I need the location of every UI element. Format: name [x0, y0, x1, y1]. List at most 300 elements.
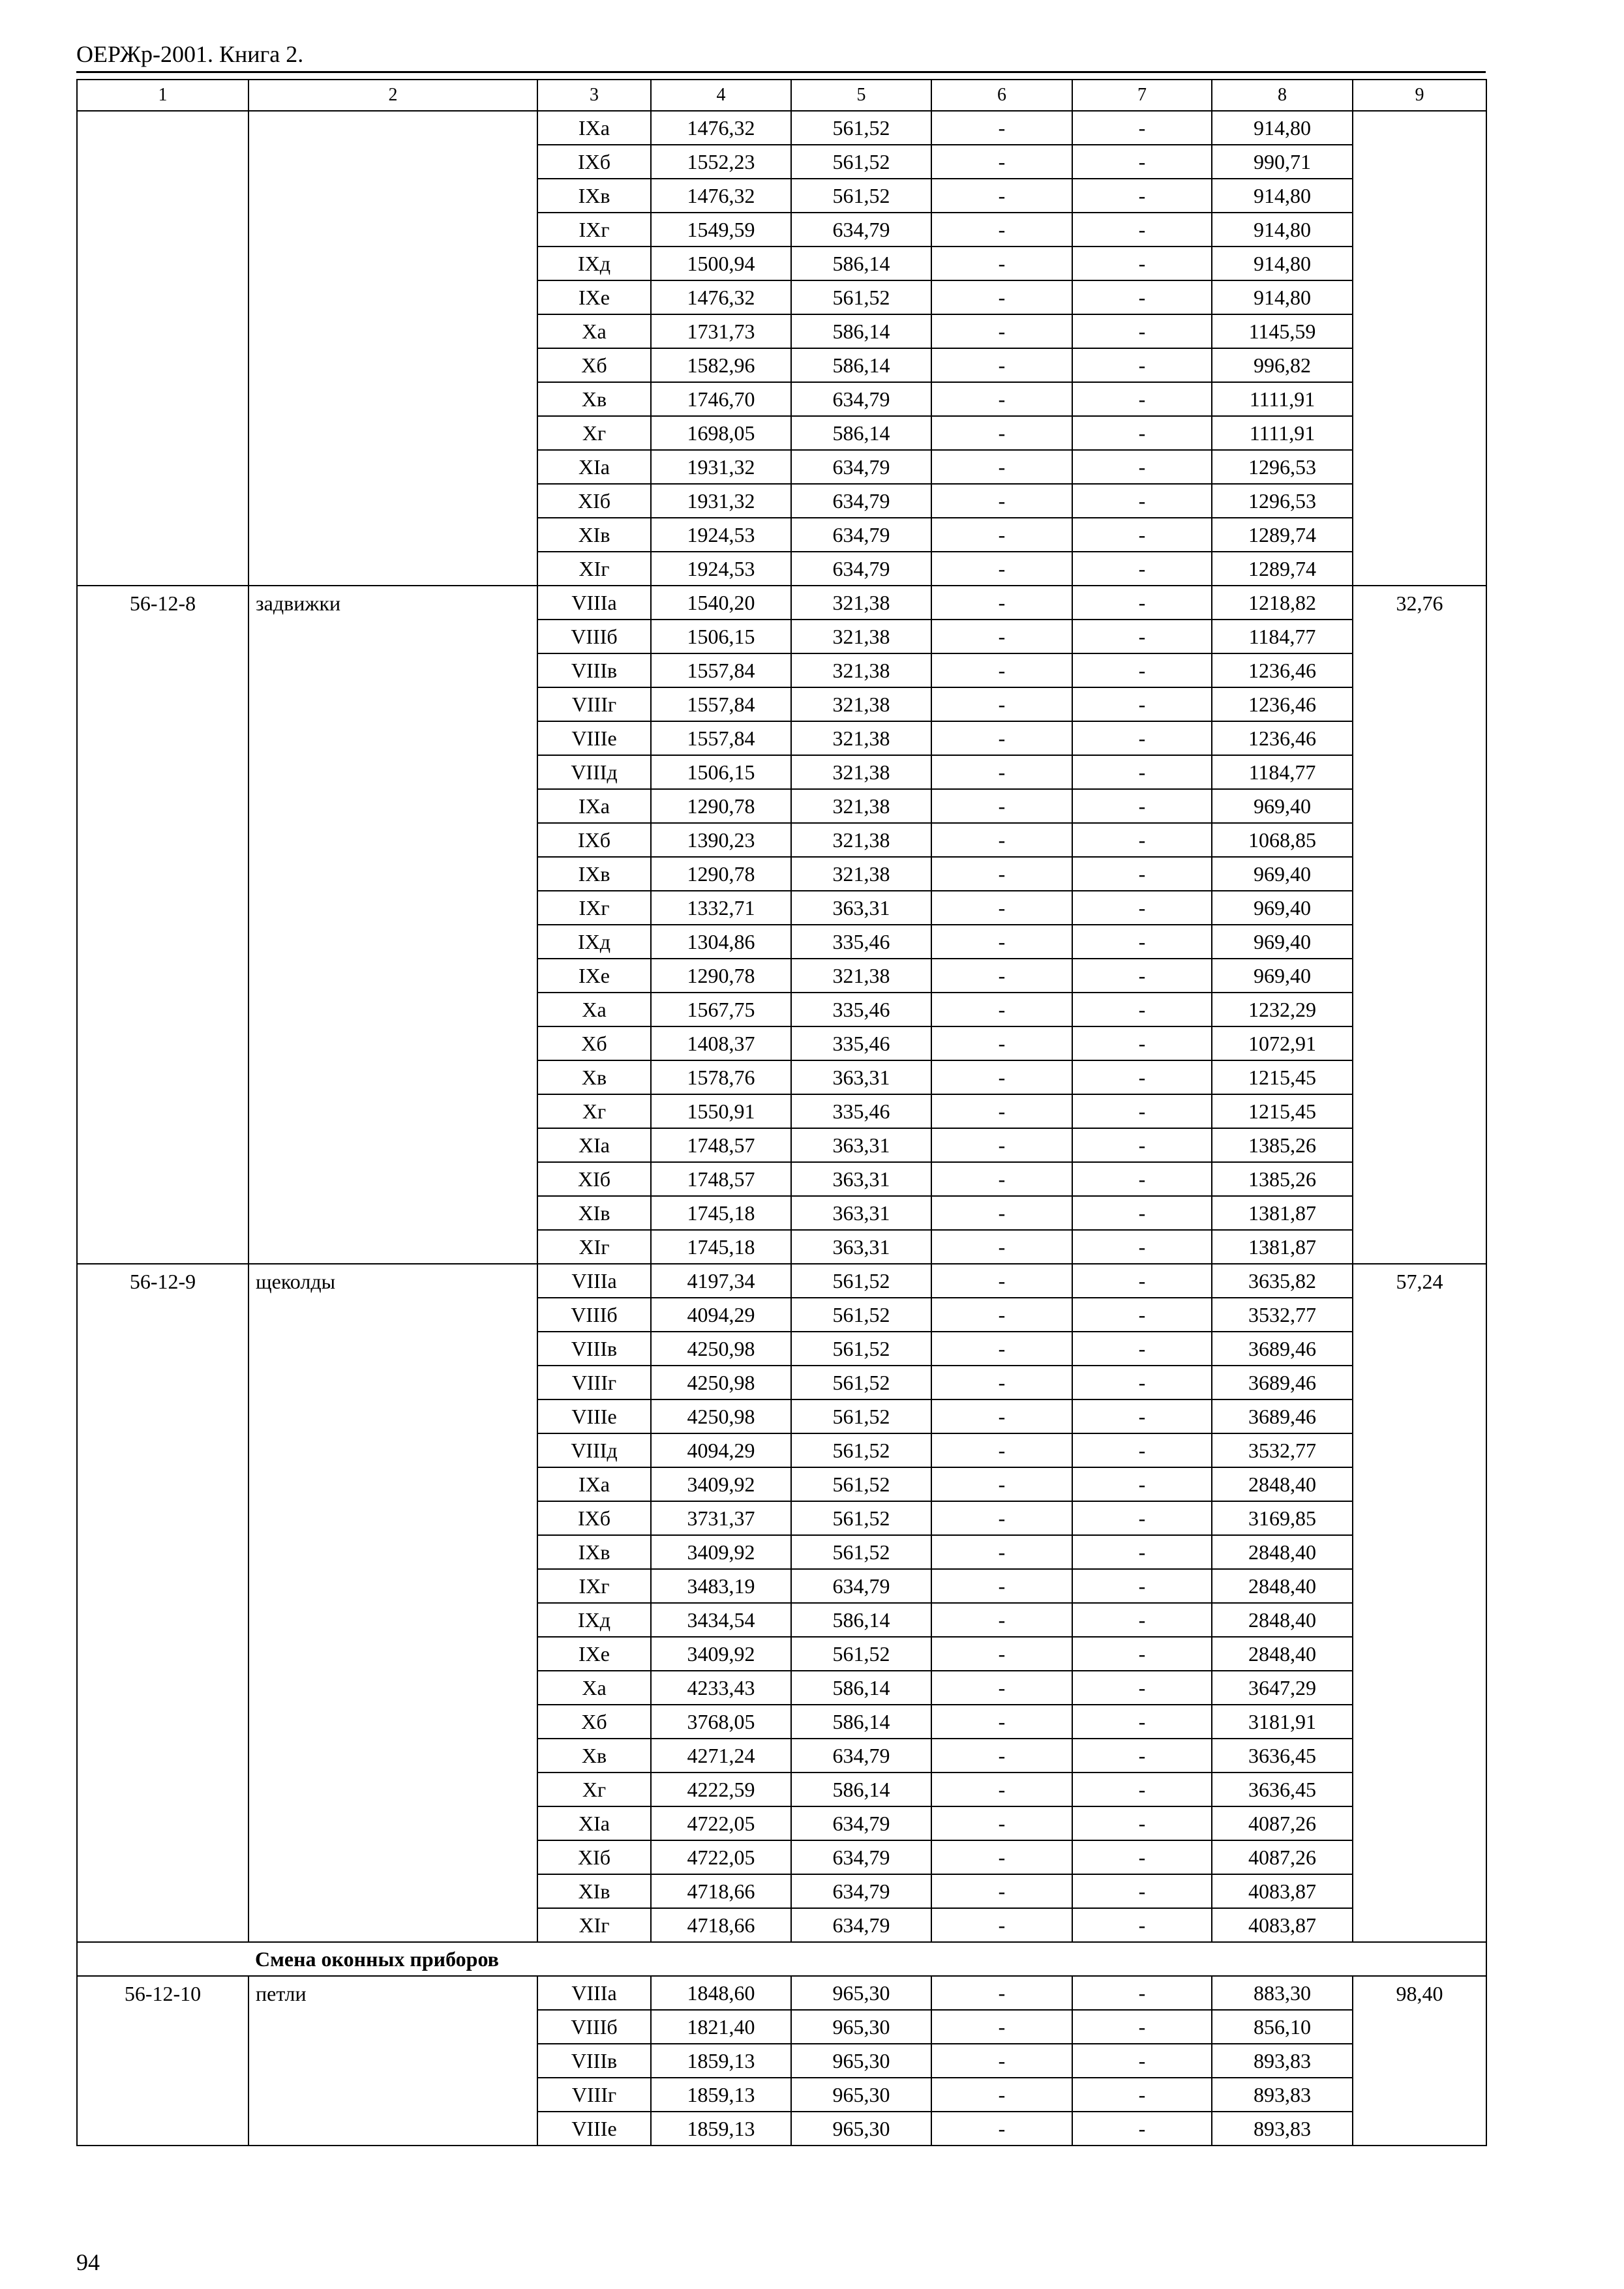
- materials-cost-cell: 1111,91: [1212, 416, 1353, 450]
- zone-cell: IXе: [537, 959, 651, 993]
- driver-cost-cell: -: [1072, 2078, 1212, 2112]
- labor-cost-cell: 363,31: [791, 891, 931, 925]
- materials-cost-cell: 1296,53: [1212, 450, 1353, 484]
- labor-cost-cell: 586,14: [791, 416, 931, 450]
- materials-cost-cell: 1236,46: [1212, 721, 1353, 755]
- labor-cost-cell: 363,31: [791, 1196, 931, 1230]
- driver-cost-cell: -: [1072, 1535, 1212, 1569]
- zone-cell: Xа: [537, 1671, 651, 1705]
- driver-cost-cell: -: [1072, 348, 1212, 382]
- labor-cost-cell: 321,38: [791, 687, 931, 721]
- column-header: 9: [1353, 80, 1486, 111]
- labor-cost-cell: 561,52: [791, 1467, 931, 1501]
- driver-cost-cell: -: [1072, 416, 1212, 450]
- driver-cost-cell: -: [1072, 382, 1212, 416]
- labor-cost-cell: 335,46: [791, 1094, 931, 1128]
- total-cost-cell: 4094,29: [651, 1298, 791, 1332]
- driver-cost-cell: -: [1072, 2112, 1212, 2146]
- total-cost-cell: 4094,29: [651, 1433, 791, 1467]
- driver-cost-cell: -: [1072, 280, 1212, 314]
- zone-cell: Xв: [537, 1060, 651, 1094]
- materials-cost-cell: 1236,46: [1212, 687, 1353, 721]
- driver-cost-cell: -: [1072, 552, 1212, 586]
- machine-cost-cell: -: [931, 2112, 1072, 2146]
- total-cost-cell: 4718,66: [651, 1908, 791, 1942]
- zone-cell: XIа: [537, 1806, 651, 1840]
- driver-cost-cell: -: [1072, 925, 1212, 959]
- labor-cost-cell: 965,30: [791, 2044, 931, 2078]
- item-code: 56-12-10: [77, 1976, 248, 2146]
- labor-cost-cell: 586,14: [791, 1705, 931, 1739]
- driver-cost-cell: -: [1072, 586, 1212, 620]
- machine-cost-cell: -: [931, 993, 1072, 1026]
- zone-cell: IXе: [537, 1637, 651, 1671]
- labor-cost-cell: 586,14: [791, 314, 931, 348]
- materials-cost-cell: 2848,40: [1212, 1535, 1353, 1569]
- labor-cost-cell: 363,31: [791, 1128, 931, 1162]
- materials-cost-cell: 1215,45: [1212, 1094, 1353, 1128]
- materials-cost-cell: 1296,53: [1212, 484, 1353, 518]
- total-cost-cell: 1476,32: [651, 280, 791, 314]
- zone-cell: VIIIа: [537, 586, 651, 620]
- labor-cost-cell: 561,52: [791, 1332, 931, 1366]
- driver-cost-cell: -: [1072, 620, 1212, 653]
- machine-cost-cell: -: [931, 1026, 1072, 1060]
- zone-cell: Xб: [537, 1026, 651, 1060]
- labor-cost-cell: 321,38: [791, 721, 931, 755]
- machine-cost-cell: -: [931, 1637, 1072, 1671]
- machine-cost-cell: -: [931, 1908, 1072, 1942]
- total-cost-cell: 1557,84: [651, 653, 791, 687]
- labor-cost-cell: 321,38: [791, 620, 931, 653]
- total-cost-cell: 1924,53: [651, 552, 791, 586]
- column-header: 8: [1212, 80, 1353, 111]
- machine-cost-cell: -: [931, 2078, 1072, 2112]
- zone-cell: IXб: [537, 1501, 651, 1535]
- labor-cost-cell: 561,52: [791, 1501, 931, 1535]
- labor-cost-cell: 586,14: [791, 348, 931, 382]
- machine-cost-cell: -: [931, 1501, 1072, 1535]
- materials-cost-cell: 3532,77: [1212, 1433, 1353, 1467]
- total-cost-cell: 1506,15: [651, 620, 791, 653]
- materials-cost-cell: 1385,26: [1212, 1162, 1353, 1196]
- column-header: 1: [77, 80, 248, 111]
- machine-cost-cell: -: [931, 857, 1072, 891]
- materials-cost-cell: 1289,74: [1212, 552, 1353, 586]
- driver-cost-cell: -: [1072, 755, 1212, 789]
- total-cost-cell: 1859,13: [651, 2112, 791, 2146]
- labor-cost-cell: 586,14: [791, 1671, 931, 1705]
- labor-cost-cell: 634,79: [791, 518, 931, 552]
- machine-cost-cell: -: [931, 1569, 1072, 1603]
- labor-cost-cell: 586,14: [791, 1773, 931, 1806]
- machine-cost-cell: -: [931, 145, 1072, 179]
- driver-cost-cell: -: [1072, 1332, 1212, 1366]
- machine-cost-cell: -: [931, 1433, 1072, 1467]
- driver-cost-cell: -: [1072, 1162, 1212, 1196]
- total-cost-cell: 1290,78: [651, 789, 791, 823]
- zone-cell: VIIIв: [537, 2044, 651, 2078]
- driver-cost-cell: -: [1072, 1128, 1212, 1162]
- machine-cost-cell: -: [931, 111, 1072, 145]
- machine-cost-cell: -: [931, 653, 1072, 687]
- driver-cost-cell: -: [1072, 1739, 1212, 1773]
- zone-cell: VIIIв: [537, 653, 651, 687]
- machine-cost-cell: -: [931, 755, 1072, 789]
- labor-cost-cell: 965,30: [791, 2010, 931, 2044]
- zone-cell: IXд: [537, 925, 651, 959]
- materials-cost-cell: 3635,82: [1212, 1264, 1353, 1298]
- zone-cell: VIIIе: [537, 2112, 651, 2146]
- total-cost-cell: 4722,05: [651, 1840, 791, 1874]
- labor-cost-cell: 321,38: [791, 653, 931, 687]
- labor-cost-cell: 561,52: [791, 1637, 931, 1671]
- table-row: [77, 1976, 1486, 2010]
- total-cost-cell: 1848,60: [651, 1976, 791, 2010]
- zone-cell: XIв: [537, 518, 651, 552]
- item-name: задвижки: [248, 586, 537, 1264]
- total-cost-cell: 1304,86: [651, 925, 791, 959]
- zone-cell: Xг: [537, 1773, 651, 1806]
- machine-cost-cell: -: [931, 789, 1072, 823]
- column-number-row: [77, 80, 1486, 111]
- driver-cost-cell: -: [1072, 823, 1212, 857]
- labor-cost-cell: 561,52: [791, 1298, 931, 1332]
- total-cost-cell: 1390,23: [651, 823, 791, 857]
- total-cost-cell: 3409,92: [651, 1637, 791, 1671]
- driver-cost-cell: -: [1072, 314, 1212, 348]
- driver-cost-cell: -: [1072, 179, 1212, 213]
- machine-cost-cell: -: [931, 586, 1072, 620]
- machine-cost-cell: -: [931, 2010, 1072, 2044]
- materials-cost-cell: 990,71: [1212, 145, 1353, 179]
- materials-cost-cell: 1381,87: [1212, 1196, 1353, 1230]
- driver-cost-cell: -: [1072, 1298, 1212, 1332]
- materials-cost-cell: 969,40: [1212, 857, 1353, 891]
- zone-cell: VIIIб: [537, 1298, 651, 1332]
- machine-cost-cell: -: [931, 1467, 1072, 1501]
- labor-cost-cell: 965,30: [791, 1976, 931, 2010]
- machine-cost-cell: -: [931, 2044, 1072, 2078]
- zone-cell: IXв: [537, 1535, 651, 1569]
- total-cost-cell: 1476,32: [651, 111, 791, 145]
- machine-cost-cell: -: [931, 959, 1072, 993]
- header-rule: [76, 71, 1486, 73]
- section-row: [77, 1942, 1486, 1976]
- labor-cost-cell: 634,79: [791, 1840, 931, 1874]
- machine-cost-cell: -: [931, 620, 1072, 653]
- labor-cost-cell: 634,79: [791, 1874, 931, 1908]
- machine-cost-cell: -: [931, 552, 1072, 586]
- driver-cost-cell: -: [1072, 1671, 1212, 1705]
- driver-cost-cell: -: [1072, 1433, 1212, 1467]
- zone-cell: IXа: [537, 1467, 651, 1501]
- driver-cost-cell: -: [1072, 1366, 1212, 1399]
- total-cost-cell: 1290,78: [651, 857, 791, 891]
- total-cost-cell: 1540,20: [651, 586, 791, 620]
- machine-cost-cell: -: [931, 280, 1072, 314]
- labor-cost-cell: 634,79: [791, 450, 931, 484]
- total-cost-cell: 1821,40: [651, 2010, 791, 2044]
- labor-cost-cell: 561,52: [791, 1535, 931, 1569]
- materials-cost-cell: 1289,74: [1212, 518, 1353, 552]
- driver-cost-cell: -: [1072, 1806, 1212, 1840]
- zone-cell: XIв: [537, 1874, 651, 1908]
- machine-cost-cell: -: [931, 1264, 1072, 1298]
- materials-cost-cell: 1215,45: [1212, 1060, 1353, 1094]
- driver-cost-cell: -: [1072, 1908, 1212, 1942]
- total-cost-cell: 1500,94: [651, 247, 791, 280]
- labor-cost-cell: 634,79: [791, 1739, 931, 1773]
- labor-cost-cell: 634,79: [791, 1569, 931, 1603]
- column-header: 6: [931, 80, 1072, 111]
- total-cost-cell: 1506,15: [651, 755, 791, 789]
- materials-cost-cell: 1381,87: [1212, 1230, 1353, 1264]
- driver-cost-cell: -: [1072, 518, 1212, 552]
- labor-hours-cell: [1353, 111, 1486, 586]
- materials-cost-cell: 3647,29: [1212, 1671, 1353, 1705]
- materials-cost-cell: 1218,82: [1212, 586, 1353, 620]
- labor-cost-cell: 321,38: [791, 959, 931, 993]
- labor-cost-cell: 965,30: [791, 2078, 931, 2112]
- driver-cost-cell: -: [1072, 2044, 1212, 2078]
- materials-cost-cell: 2848,40: [1212, 1637, 1353, 1671]
- materials-cost-cell: 4083,87: [1212, 1908, 1353, 1942]
- total-cost-cell: 1931,32: [651, 450, 791, 484]
- labor-cost-cell: 634,79: [791, 1806, 931, 1840]
- labor-cost-cell: 634,79: [791, 552, 931, 586]
- machine-cost-cell: -: [931, 1196, 1072, 1230]
- total-cost-cell: 1731,73: [651, 314, 791, 348]
- machine-cost-cell: -: [931, 518, 1072, 552]
- materials-cost-cell: 893,83: [1212, 2078, 1353, 2112]
- labor-cost-cell: 321,38: [791, 857, 931, 891]
- zone-cell: Xв: [537, 382, 651, 416]
- materials-cost-cell: 914,80: [1212, 179, 1353, 213]
- machine-cost-cell: -: [931, 1060, 1072, 1094]
- zone-cell: VIIIе: [537, 721, 651, 755]
- labor-hours-cell: 32,76: [1353, 586, 1486, 1264]
- total-cost-cell: 1748,57: [651, 1128, 791, 1162]
- materials-cost-cell: 1184,77: [1212, 755, 1353, 789]
- zone-cell: Xг: [537, 1094, 651, 1128]
- labor-cost-cell: 363,31: [791, 1162, 931, 1196]
- labor-cost-cell: 561,52: [791, 1399, 931, 1433]
- document-header: ОЕРЖр-2001. Книга 2.: [76, 41, 304, 67]
- total-cost-cell: 4271,24: [651, 1739, 791, 1773]
- total-cost-cell: 4718,66: [651, 1874, 791, 1908]
- zone-cell: VIIIб: [537, 620, 651, 653]
- driver-cost-cell: -: [1072, 1840, 1212, 1874]
- zone-cell: Xг: [537, 416, 651, 450]
- driver-cost-cell: -: [1072, 1773, 1212, 1806]
- machine-cost-cell: -: [931, 1332, 1072, 1366]
- materials-cost-cell: 914,80: [1212, 280, 1353, 314]
- zone-cell: IXг: [537, 891, 651, 925]
- machine-cost-cell: -: [931, 247, 1072, 280]
- total-cost-cell: 1557,84: [651, 687, 791, 721]
- total-cost-cell: 1549,59: [651, 213, 791, 247]
- materials-cost-cell: 2848,40: [1212, 1467, 1353, 1501]
- machine-cost-cell: -: [931, 1094, 1072, 1128]
- column-header: 2: [248, 80, 537, 111]
- table-row: [77, 111, 1486, 145]
- driver-cost-cell: -: [1072, 1399, 1212, 1433]
- driver-cost-cell: -: [1072, 2010, 1212, 2044]
- materials-cost-cell: 3169,85: [1212, 1501, 1353, 1535]
- materials-cost-cell: 969,40: [1212, 925, 1353, 959]
- zone-cell: XIг: [537, 1908, 651, 1942]
- materials-cost-cell: 883,30: [1212, 1976, 1353, 2010]
- total-cost-cell: 1578,76: [651, 1060, 791, 1094]
- labor-hours-cell: 98,40: [1353, 1976, 1486, 2146]
- labor-cost-cell: 335,46: [791, 1026, 931, 1060]
- table-row: [77, 1264, 1486, 1298]
- zone-cell: IXа: [537, 111, 651, 145]
- zone-cell: IXд: [537, 1603, 651, 1637]
- total-cost-cell: 3434,54: [651, 1603, 791, 1637]
- labor-cost-cell: 321,38: [791, 586, 931, 620]
- machine-cost-cell: -: [931, 823, 1072, 857]
- total-cost-cell: 1931,32: [651, 484, 791, 518]
- labor-cost-cell: 335,46: [791, 993, 931, 1026]
- zone-cell: XIб: [537, 1162, 651, 1196]
- labor-cost-cell: 561,52: [791, 179, 931, 213]
- total-cost-cell: 1567,75: [651, 993, 791, 1026]
- machine-cost-cell: -: [931, 179, 1072, 213]
- driver-cost-cell: -: [1072, 993, 1212, 1026]
- machine-cost-cell: -: [931, 891, 1072, 925]
- total-cost-cell: 1745,18: [651, 1196, 791, 1230]
- machine-cost-cell: -: [931, 1298, 1072, 1332]
- labor-cost-cell: 586,14: [791, 1603, 931, 1637]
- labor-cost-cell: 561,52: [791, 1366, 931, 1399]
- zone-cell: Xв: [537, 1739, 651, 1773]
- materials-cost-cell: 1184,77: [1212, 620, 1353, 653]
- total-cost-cell: 4722,05: [651, 1806, 791, 1840]
- zone-cell: XIб: [537, 484, 651, 518]
- labor-cost-cell: 965,30: [791, 2112, 931, 2146]
- materials-cost-cell: 1111,91: [1212, 382, 1353, 416]
- machine-cost-cell: -: [931, 1535, 1072, 1569]
- materials-cost-cell: 996,82: [1212, 348, 1353, 382]
- labor-cost-cell: 634,79: [791, 382, 931, 416]
- materials-cost-cell: 1068,85: [1212, 823, 1353, 857]
- materials-cost-cell: 3636,45: [1212, 1739, 1353, 1773]
- labor-cost-cell: 321,38: [791, 823, 931, 857]
- materials-cost-cell: 893,83: [1212, 2044, 1353, 2078]
- zone-cell: VIIIг: [537, 1366, 651, 1399]
- column-header: 5: [791, 80, 931, 111]
- labor-cost-cell: 363,31: [791, 1060, 931, 1094]
- total-cost-cell: 3409,92: [651, 1535, 791, 1569]
- column-header: 7: [1072, 80, 1212, 111]
- total-cost-cell: 1476,32: [651, 179, 791, 213]
- zone-cell: VIIIа: [537, 1976, 651, 2010]
- machine-cost-cell: -: [931, 1366, 1072, 1399]
- driver-cost-cell: -: [1072, 687, 1212, 721]
- total-cost-cell: 4222,59: [651, 1773, 791, 1806]
- zone-cell: XIв: [537, 1196, 651, 1230]
- total-cost-cell: 4197,34: [651, 1264, 791, 1298]
- machine-cost-cell: -: [931, 925, 1072, 959]
- materials-cost-cell: 914,80: [1212, 213, 1353, 247]
- section-title: Смена оконных приборов: [248, 1942, 1486, 1976]
- materials-cost-cell: 3181,91: [1212, 1705, 1353, 1739]
- zone-cell: Xб: [537, 1705, 651, 1739]
- driver-cost-cell: -: [1072, 1026, 1212, 1060]
- zone-cell: VIIIг: [537, 687, 651, 721]
- driver-cost-cell: -: [1072, 959, 1212, 993]
- zone-cell: Xа: [537, 314, 651, 348]
- labor-hours-cell: 57,24: [1353, 1264, 1486, 1942]
- zone-cell: IXг: [537, 1569, 651, 1603]
- materials-cost-cell: 1236,46: [1212, 653, 1353, 687]
- machine-cost-cell: -: [931, 314, 1072, 348]
- machine-cost-cell: -: [931, 382, 1072, 416]
- total-cost-cell: 1748,57: [651, 1162, 791, 1196]
- driver-cost-cell: -: [1072, 1874, 1212, 1908]
- table-row: [77, 586, 1486, 620]
- machine-cost-cell: -: [931, 450, 1072, 484]
- item-code: [77, 111, 248, 586]
- materials-cost-cell: 914,80: [1212, 111, 1353, 145]
- zone-cell: VIIIг: [537, 2078, 651, 2112]
- total-cost-cell: 1859,13: [651, 2078, 791, 2112]
- total-cost-cell: 3483,19: [651, 1569, 791, 1603]
- item-code: 56-12-8: [77, 586, 248, 1264]
- total-cost-cell: 3768,05: [651, 1705, 791, 1739]
- materials-cost-cell: 2848,40: [1212, 1569, 1353, 1603]
- total-cost-cell: 3731,37: [651, 1501, 791, 1535]
- materials-cost-cell: 856,10: [1212, 2010, 1353, 2044]
- zone-cell: VIIIв: [537, 1332, 651, 1366]
- total-cost-cell: 1408,37: [651, 1026, 791, 1060]
- total-cost-cell: 1746,70: [651, 382, 791, 416]
- total-cost-cell: 1924,53: [651, 518, 791, 552]
- materials-cost-cell: 969,40: [1212, 789, 1353, 823]
- total-cost-cell: 1557,84: [651, 721, 791, 755]
- zone-cell: VIIIа: [537, 1264, 651, 1298]
- zone-cell: VIIIе: [537, 1399, 651, 1433]
- materials-cost-cell: 4087,26: [1212, 1840, 1353, 1874]
- driver-cost-cell: -: [1072, 247, 1212, 280]
- machine-cost-cell: -: [931, 484, 1072, 518]
- zone-cell: XIа: [537, 1128, 651, 1162]
- zone-cell: IXв: [537, 179, 651, 213]
- labor-cost-cell: 321,38: [791, 755, 931, 789]
- materials-cost-cell: 1145,59: [1212, 314, 1353, 348]
- labor-cost-cell: 561,52: [791, 111, 931, 145]
- machine-cost-cell: -: [931, 1671, 1072, 1705]
- total-cost-cell: 4250,98: [651, 1332, 791, 1366]
- materials-cost-cell: 3689,46: [1212, 1332, 1353, 1366]
- labor-cost-cell: 634,79: [791, 484, 931, 518]
- item-code: 56-12-9: [77, 1264, 248, 1942]
- machine-cost-cell: -: [931, 1705, 1072, 1739]
- zone-cell: XIб: [537, 1840, 651, 1874]
- labor-cost-cell: 321,38: [791, 789, 931, 823]
- machine-cost-cell: -: [931, 1773, 1072, 1806]
- machine-cost-cell: -: [931, 1976, 1072, 2010]
- driver-cost-cell: -: [1072, 450, 1212, 484]
- machine-cost-cell: -: [931, 348, 1072, 382]
- total-cost-cell: 1290,78: [651, 959, 791, 993]
- materials-cost-cell: 969,40: [1212, 891, 1353, 925]
- labor-cost-cell: 634,79: [791, 1908, 931, 1942]
- total-cost-cell: 1550,91: [651, 1094, 791, 1128]
- total-cost-cell: 4250,98: [651, 1366, 791, 1399]
